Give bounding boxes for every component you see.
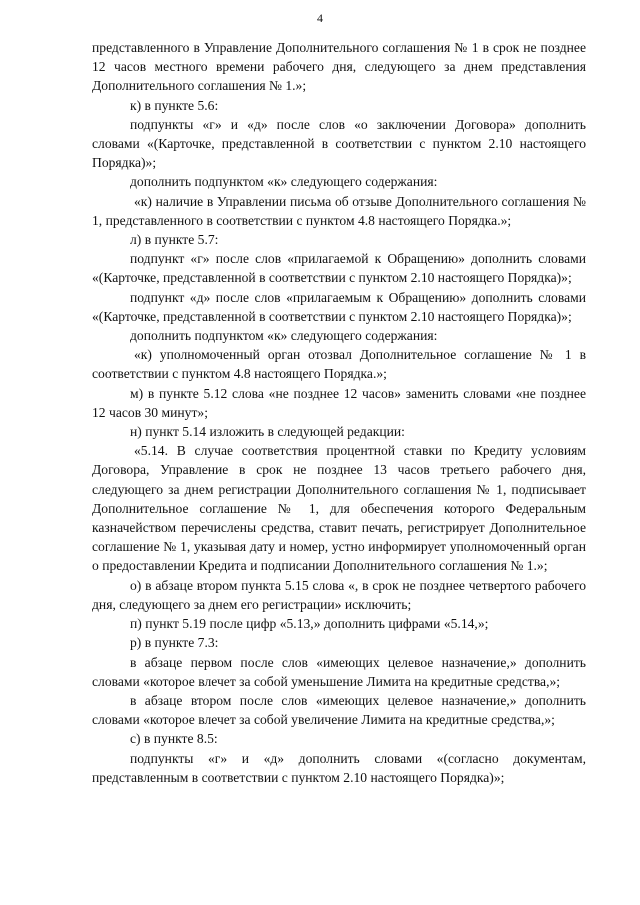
paragraph: подпункты «г» и «д» дополнить словами «(согласно документам, представленным в соответствии с пунктом 2.10 настоящего Порядка)»;	[92, 750, 586, 785]
paragraph: представленного в Управление Дополнительного соглашения № 1 в срок не позднее 12 часов местного времени рабочего дня, следующего за днем представления Дополнительного соглашения № 1.»;	[92, 40, 586, 94]
paragraph: «к) уполномоченный орган отозвал Дополнительное соглашение № 1 в соответствии с пунктом 4.8 настоящего Порядка.»;	[92, 347, 586, 382]
paragraph: дополнить подпунктом «к» следующего содержания:	[130, 174, 438, 190]
paragraph: с) в пункте 8.5:	[130, 731, 218, 747]
paragraph: м) в пункте 5.12 слова «не позднее 12 часов» заменить словами «не позднее 12 часов 30 минут»;	[92, 385, 586, 420]
paragraph: подпункт «г» после слов «прилагаемой к Обращению» дополнить словами «(Карточке, представленной в соответствии с пунктом 2.10 настоящего Порядка)»;	[92, 251, 586, 286]
paragraph: н) пункт 5.14 изложить в следующей редакции:	[130, 424, 405, 440]
page-number: 4	[317, 11, 323, 25]
paragraph: к) в пункте 5.6:	[130, 97, 219, 113]
paragraph: «к) наличие в Управлении письма об отзыве Дополнительного соглашения № 1, представленного в соответствии с пунктом 4.8 настоящего Порядка.»;	[92, 193, 586, 228]
paragraph: л) в пункте 5.7:	[130, 232, 219, 248]
paragraph: о) в абзаце втором пункта 5.15 слова «, в срок не позднее четвертого рабочего дня, следующего за днем его регистрации» исключить;	[92, 577, 586, 612]
paragraph: дополнить подпунктом «к» следующего содержания:	[130, 328, 438, 344]
paragraph: р) в пункте 7.3:	[130, 635, 219, 651]
paragraph: в абзаце втором после слов «имеющих целевое назначение,» дополнить словами «которое влечет за собой увеличение Лимита на кредитные средства,»;	[92, 692, 586, 728]
paragraph: подпункт «д» после слов «прилагаемым к Обращению» дополнить словами «(Карточке, представленной в соответствии с пунктом 2.10 настоящего Порядка)»;	[92, 289, 586, 324]
document-body	[92, 38, 586, 787]
paragraph: подпункты «г» и «д» после слов «о заключении Договора» дополнить словами «(Карточке, представленной в соответствии с пунктом 2.10 настоящего Порядка)»;	[92, 116, 586, 171]
paragraph: «5.14. В случае соответствия процентной ставки по Кредиту условиям Договора, Управление в срок не позднее 13 часов третьего рабочего дня, следующего за днем регистрации Дополнительного соглашения № 1, подписывает Дополнительное соглашение № 1, для обеспечения которого Федеральным казначейством перечислены средства, ставит печать, регистрирует Дополнительное соглашение № 1, указывая дату и номер, устно информирует уполномоченный орган о предоставлении Кредита и подписании Дополнительного соглашения № 1.»;	[92, 443, 586, 574]
paragraph: в абзаце первом после слов «имеющих целевое назначение,» дополнить словами «которое влечет за собой уменьшение Лимита на кредитные средства,»;	[92, 654, 586, 689]
paragraph: п) пункт 5.19 после цифр «5.13,» дополнить цифрами «5.14,»;	[130, 616, 489, 632]
